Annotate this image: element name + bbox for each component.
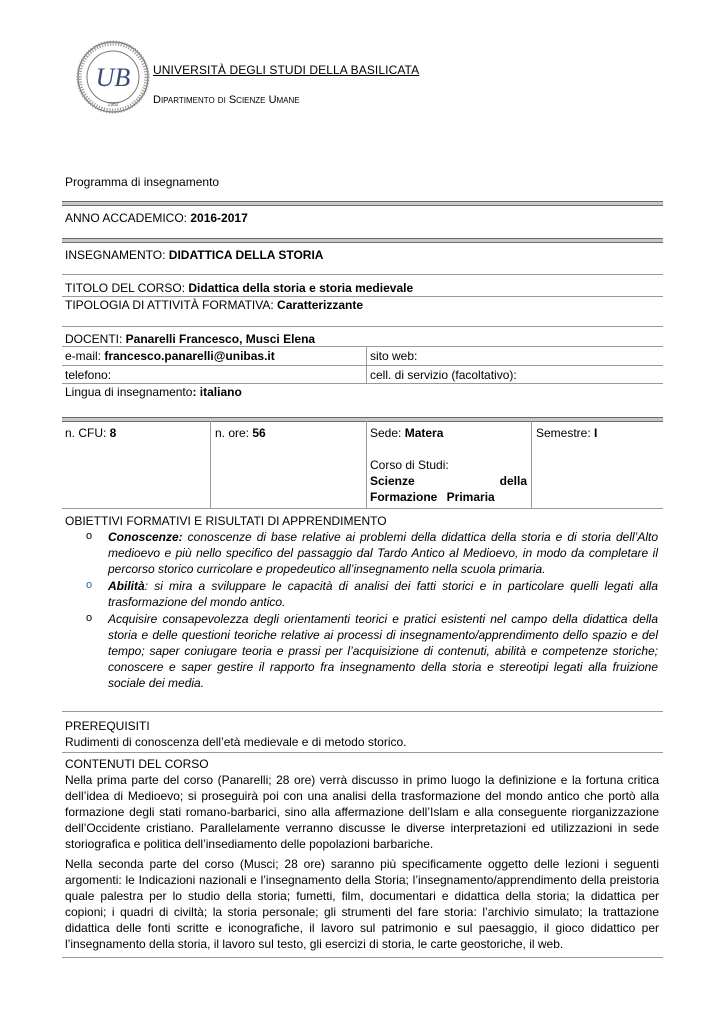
ore-value: 56 — [252, 426, 266, 440]
cellulare: cell. di servizio (facoltativo): — [370, 368, 517, 382]
anno-label: ANNO ACCADEMICO: — [65, 211, 191, 225]
obiettivo-item — [108, 611, 658, 691]
tipologia-value: Caratterizzante — [277, 298, 364, 312]
email-label: e-mail: — [65, 349, 105, 363]
contenuti-paragraph: Nella seconda parte del corso (Musci; 28 ore) saranno più specificamente oggetto delle lezioni i seguenti argomenti: le Indicazioni nazionali e l’insegnamento della Storia; l’insegnamento/apprendimento della preistoria quale palestra per lo studio della storia; fumetti, film, documentari e didattica della storia; la didattica per copioni; i quadri di civiltà; la storia personale; gli strumenti del fare storia: l’archivio simulato; la trattazione didattica delle fonti scritte e iconografiche, il lavoro sul patrimonio e sul paesaggio, il gioco didattico per l’insegnamento della storia, il lavoro sul testo, gli esercizi di storia, le carte geostoriche, il web. — [65, 857, 659, 951]
email — [65, 348, 275, 364]
insegnamento-value: DIDATTICA DELLA STORIA — [168, 248, 324, 262]
divider — [62, 752, 663, 753]
semestre-label: Semestre: — [536, 426, 595, 440]
bullet-icon: o — [86, 579, 93, 591]
lingua-label: Lingua di insegnamento — [65, 385, 193, 399]
obiettivo-bold: Conoscenze: — [108, 530, 183, 544]
cfu-label: n. CFU: — [65, 426, 110, 440]
sede-label: Sede: — [370, 426, 405, 440]
tipologia-label: TIPOLOGIA DI ATTIVITÀ FORMATIVA: — [65, 298, 278, 312]
divider — [62, 274, 663, 275]
svg-text:UB: UB — [95, 63, 131, 92]
semestre-value: I — [594, 426, 598, 440]
obiettivo-text: Acquisire consapevolezza degli orientamenti teorici e pratici esistenti nel campo della didattica della storia e delle questioni teoriche relative ai processi di insegnamento/apprendimento dello spazio e del tempo; saper coniugare teoria e prassi per l’acquisizione di contenuti, abilità e competenze storiche; conoscere e saper gestire il rapporto fra insegnamento della storia e stereotipi legati alla fruizione sociale dei media. — [108, 612, 658, 690]
anno-value: 2016-2017 — [190, 211, 248, 225]
obiettivo-text: : si mira a sviluppare le capacità di analisi dei fatti storici e in particolare quelli legati alla trasformazione del mondo antico. — [108, 579, 658, 609]
insegnamento — [65, 247, 323, 263]
email-value: francesco.panarelli@unibas.it — [104, 349, 275, 363]
document-title: Programma di insegnamento — [65, 175, 220, 189]
ore — [215, 425, 266, 441]
titolo-label: TITOLO DEL CORSO: — [65, 281, 189, 295]
corso-label: Corso di Studi: — [370, 458, 449, 472]
department-name: Dipartimento di Scienze Umane — [153, 94, 300, 106]
divider — [62, 508, 663, 509]
sede — [370, 425, 443, 441]
insegnamento-label: INSEGNAMENTO: — [65, 248, 169, 262]
obiettivo-item — [108, 578, 658, 610]
prerequisiti-heading: PREREQUISITI — [65, 719, 150, 733]
divider — [62, 365, 663, 366]
prerequisiti-text: Rudimenti di conoscenza dell’età medievale e di metodo storico. — [65, 735, 407, 749]
anno-accademico — [65, 210, 248, 226]
cfu-value: 8 — [109, 426, 117, 440]
titolo-value: Didattica della storia e storia medievale — [188, 281, 414, 295]
contenuti-paragraph: Nella prima parte del corso (Panarelli; 28 ore) verrà discusso in primo luogo la definizione e la fortuna critica dell’idea di Medioevo; si proseguirà poi con una analisi della trasformazione del mondo antico che portò alla formazione degli stati romano-barbarici, sino alla affermazione dell’Islam e alla conseguente riorganizzazione dell’Occidente cristiano. Parallelamente verranno discusse le diverse interpretazioni ed utilizzazioni in sede storiografica e politica dell’insediamento delle popolazioni barbariche. — [65, 773, 659, 851]
university-seal — [76, 40, 150, 114]
university-name: UNIVERSITÀ DEGLI STUDI DELLA BASILICATA — [153, 63, 420, 77]
divider — [62, 346, 663, 347]
divider — [62, 957, 663, 958]
telefono: telefono: — [65, 368, 112, 382]
lingua-value: : italiano — [192, 385, 242, 399]
obiettivi-heading: OBIETTIVI FORMATIVI E RISULTATI DI APPRENDIMENTO — [65, 514, 387, 528]
divider — [62, 711, 663, 712]
sede-value: Matera — [404, 426, 444, 440]
obiettivo-item — [108, 529, 658, 577]
divider — [62, 417, 663, 422]
contenuti-heading: CONTENUTI DEL CORSO — [65, 757, 209, 771]
ore-label: n. ore: — [215, 426, 253, 440]
divider — [62, 326, 663, 327]
tipologia — [65, 297, 363, 313]
svg-text:1982: 1982 — [107, 102, 119, 108]
divider — [62, 238, 663, 243]
cfu — [65, 425, 116, 441]
titolo-corso — [65, 280, 413, 296]
sito-web: sito web: — [370, 349, 418, 363]
obiettivo-text: conoscenze di base relative ai problemi della didattica della storia e di storia dell’Alto medioevo e più nello specifico del passaggio dal Tardo Antico al Medioevo, in modo da completare il percorso storico curricolare e propedeutico all’insegnamento nella scuola primaria. — [108, 530, 658, 576]
corso-value: Scienze della Formazione Primaria — [370, 474, 527, 504]
docenti-label: DOCENTI: — [65, 332, 126, 346]
column-divider — [366, 346, 367, 383]
bullet-icon: o — [86, 612, 93, 624]
column-divider — [366, 421, 367, 508]
docenti — [65, 331, 315, 347]
semestre — [536, 425, 597, 441]
column-divider — [210, 421, 211, 508]
obiettivo-bold: Abilità — [108, 579, 145, 593]
column-divider — [531, 421, 532, 508]
lingua — [65, 384, 242, 400]
divider — [62, 201, 663, 206]
docenti-value: Panarelli Francesco, Musci Elena — [125, 332, 316, 346]
bullet-icon: o — [86, 530, 93, 542]
